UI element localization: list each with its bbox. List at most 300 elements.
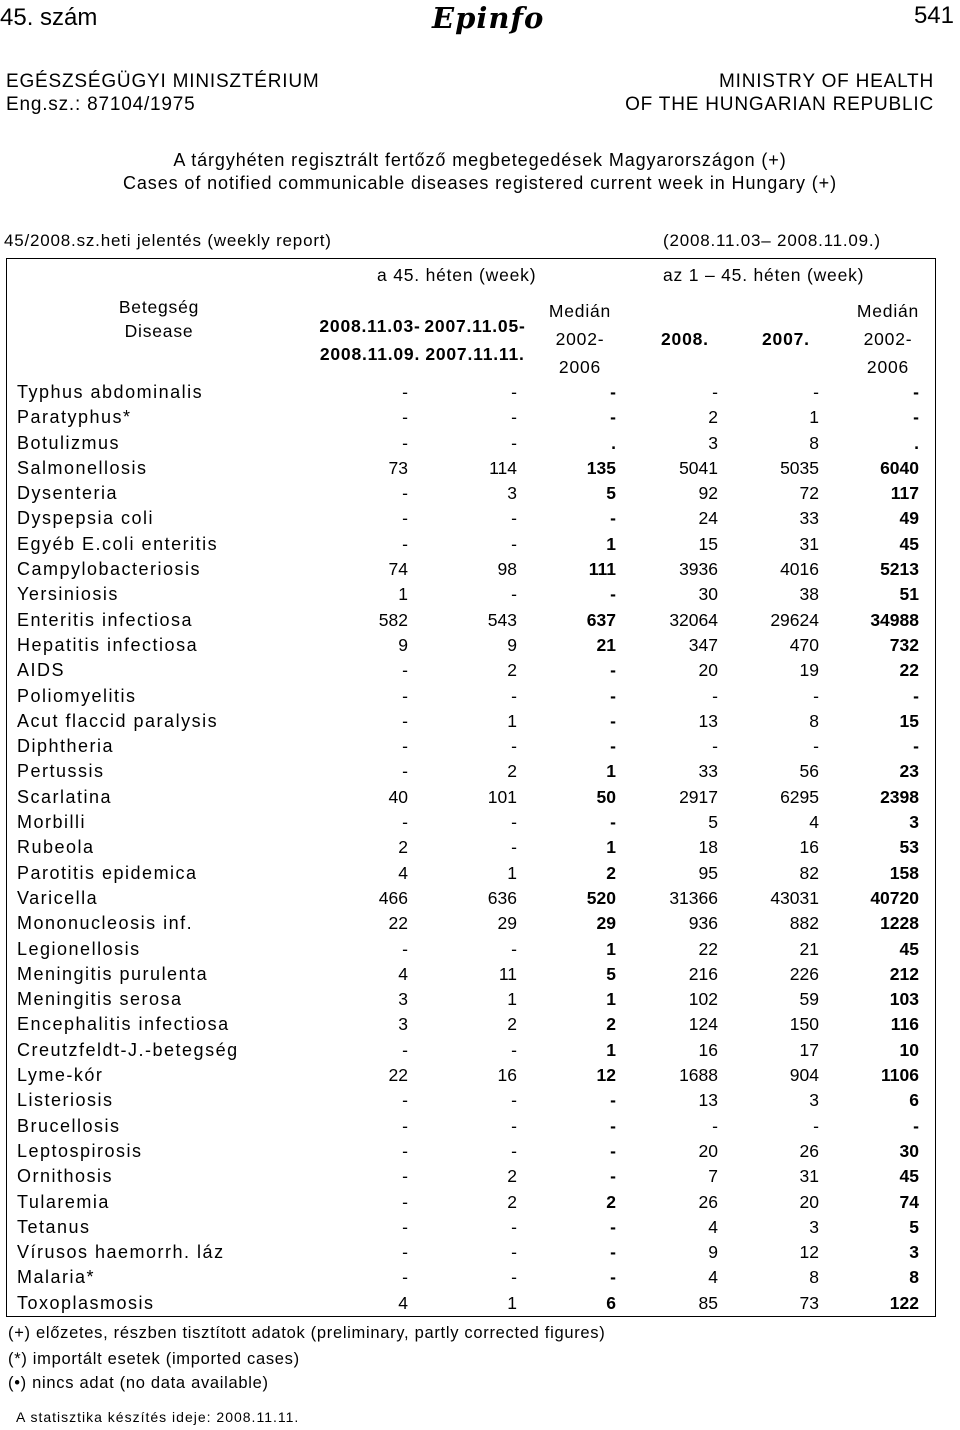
table-row [7,557,934,582]
disease-name: Pertussis [17,761,105,782]
cell-week-median: 2 [606,862,616,883]
cell-week-2008: - [402,761,408,782]
cell-week-2008: 73 [388,457,408,478]
cell-week-median: 29 [596,913,616,934]
disease-name: Mononucleosis inf. [17,913,194,934]
disease-header-hu: Betegség [118,297,200,317]
table-row [7,1088,934,1113]
cell-cum-2007: 82 [799,862,819,883]
ministry-hu-regno: Eng.sz.: 87104/1975 [6,94,196,115]
disease-name: Vírusos haemorrh. láz [17,1242,225,1263]
cell-cum-2008: 13 [698,710,718,731]
disease-name: Hepatitis infectiosa [17,634,199,655]
cell-cum-median: 5 [909,1216,919,1237]
cell-week-median: 1 [606,1039,616,1060]
cell-week-2007: 114 [489,457,517,478]
cell-cum-median: 6 [909,1090,919,1111]
cell-cum-median: 40720 [870,887,919,908]
table-row [7,405,934,430]
cell-cum-2008: 216 [688,963,718,984]
cell-cum-2008: 4 [708,1267,718,1288]
cell-cum-median: 117 [890,483,919,504]
table-row [7,937,934,962]
table-row [7,684,934,709]
cell-week-2007: - [511,432,517,453]
table-row [7,1164,934,1189]
cell-cum-2007: 4 [809,812,819,833]
disease-name: Rubeola [17,837,95,858]
statistics-date: A statisztika készítés ideje: 2008.11.11. [16,1409,300,1425]
cell-cum-2008: 2 [708,407,718,428]
disease-name: Legionellosis [17,938,141,959]
table-row [7,506,934,531]
cell-cum-2007: 43031 [770,887,819,908]
cell-cum-median: 212 [889,963,919,984]
cell-week-2008: - [402,938,408,959]
table-row [7,1265,934,1290]
disease-name: Diphtheria [17,736,115,757]
cell-week-median: 5 [606,483,616,504]
cell-week-2008: - [402,710,408,731]
disease-name: Leptospirosis [17,1140,143,1161]
cell-week-2007: - [511,812,517,833]
cell-week-2008: - [402,812,408,833]
cell-cum-median: 49 [899,508,919,529]
cell-cum-2008: 95 [698,862,718,883]
cell-week-2007: - [511,1115,517,1136]
cell-cum-2008: 33 [698,761,718,782]
table-row [7,911,934,936]
cell-cum-2008: 18 [698,837,718,858]
cell-cum-2008: 92 [698,483,718,504]
cell-cum-2007: 21 [799,938,819,959]
disease-name: Typhus abdominalis [17,382,204,402]
cell-cum-2008: 32064 [669,609,718,630]
cell-week-2007: 543 [487,609,517,630]
cell-cum-2007: 8 [809,1267,819,1288]
table-row [7,709,934,734]
cell-week-median: 50 [596,786,616,807]
cell-cum-median: 45 [899,533,919,554]
report-label: 45/2008.sz.heti jelentés (weekly report) [4,231,332,250]
cell-week-2007: - [511,837,517,858]
disease-name: Scarlatina [17,786,113,807]
cell-cum-median: 5213 [880,559,919,580]
cell-cum-2007: 33 [799,508,819,529]
cell-week-2008: 1 [398,584,408,605]
cell-week-2007: 11 [498,963,517,984]
cell-week-2007: - [511,382,517,402]
cell-week-median: 1 [606,837,616,858]
cell-week-2008: - [402,508,408,529]
cell-cum-median: 3 [909,1242,919,1263]
cell-week-2008: - [402,1216,408,1237]
cell-cum-median: 15 [899,710,919,731]
cell-cum-2008: 124 [688,1014,718,1035]
cell-cum-median: - [913,736,919,757]
cell-week-2008: 9 [398,634,408,655]
col-header-2008: 2008. [661,329,709,349]
disease-name: AIDS [17,660,66,681]
table-row [7,759,934,784]
cell-week-2007: - [511,407,517,428]
cell-week-median: 135 [586,457,616,478]
ministry-en [625,70,934,116]
disease-name: Toxoplasmosis [17,1292,155,1313]
cell-week-median: 1 [606,938,616,959]
disease-table [6,258,936,1317]
cell-cum-2008: 16 [698,1039,718,1060]
cell-cum-2008: 1688 [679,1065,718,1086]
cell-cum-2007: 1 [809,407,819,428]
table-row [7,734,934,759]
cell-cum-median: 116 [890,1014,919,1035]
cell-week-2008: - [402,1140,408,1161]
cell-cum-median: 34988 [870,609,919,630]
cell-week-2007: 2 [507,1166,517,1187]
table-row [7,380,934,405]
cell-week-2008: 582 [378,609,408,630]
cell-week-2007: - [511,584,517,605]
cell-week-2007: - [511,685,517,706]
cell-week-2008: 22 [388,1065,408,1086]
disease-name: Meningitis serosa [17,989,183,1010]
cell-cum-2008: - [712,1115,718,1136]
table-row [7,962,934,987]
cell-week-median: - [610,1115,616,1136]
cell-cum-2007: 5035 [780,457,819,478]
table-row [7,456,934,481]
cell-cum-median: - [913,1115,919,1136]
cell-cum-2008: 30 [698,584,718,605]
cell-week-median: - [610,1090,616,1111]
cell-cum-2007: 20 [799,1191,819,1212]
cell-week-median: 2 [606,1191,616,1212]
cell-week-median: . [611,432,616,453]
cell-week-median: 1 [606,761,616,782]
disease-name: Salmonellosis [17,457,148,478]
cell-week-2008: - [402,382,408,402]
cell-week-2007: - [511,938,517,959]
cell-cum-2008: 3936 [679,559,718,580]
cell-week-median: - [610,812,616,833]
cell-cum-2007: 16 [799,837,819,858]
cell-cum-2008: 15 [698,533,718,554]
cell-week-median: 12 [596,1065,616,1086]
cell-cum-2008: 5041 [679,457,718,478]
cell-week-2008: - [402,1039,408,1060]
cell-week-2008: - [402,1242,408,1263]
cell-week-2008: - [402,1166,408,1187]
col-current-week-to: 2008.11.09. [319,344,421,364]
cell-cum-median: 158 [889,862,919,883]
table-row [7,1012,934,1037]
cell-week-2008: 3 [398,1014,408,1035]
cell-week-median: 1 [606,989,616,1010]
cell-cum-median: 2398 [880,786,919,807]
cell-cum-median: 74 [899,1191,919,1212]
cell-cum-2007: - [813,382,819,402]
col-header-current-week [317,312,423,368]
cell-week-median: - [610,1242,616,1263]
table-row [7,1114,934,1139]
cell-week-2008: 74 [388,559,408,580]
median-cum-label: Medián [856,301,920,321]
disease-name: Yersiniosis [17,584,119,605]
disease-name: Poliomyelitis [17,685,137,706]
cell-cum-2008: 9 [708,1242,718,1263]
cell-week-median: 520 [586,887,616,908]
cell-week-2007: 2 [507,1014,517,1035]
cell-week-2007: 1 [507,1292,517,1313]
cell-week-2007: - [511,1242,517,1263]
disease-name: Enteritis infectiosa [17,609,194,630]
cell-cum-2007: 150 [789,1014,819,1035]
cell-cum-median: 103 [889,989,919,1010]
cell-week-2008: - [402,483,408,504]
cell-cum-2008: 5 [708,812,718,833]
cell-week-2007: - [511,736,517,757]
cell-week-median: 111 [588,559,616,580]
ministry-en-country: OF THE HUNGARIAN REPUBLIC [625,94,934,115]
cell-week-median: 6 [606,1292,616,1313]
cell-cum-2008: - [712,736,718,757]
cell-week-2008: - [402,1090,408,1111]
cell-cum-2007: 12 [799,1242,819,1263]
table-row [7,582,934,607]
cell-week-2008: - [402,407,408,428]
cell-cum-2007: 73 [799,1292,819,1313]
cell-cum-median: . [914,432,919,453]
disease-name: Meningitis purulenta [17,963,209,984]
median-week-to: 2006 [558,357,602,377]
cell-week-2008: 4 [398,963,408,984]
cell-cum-2008: 2917 [679,786,718,807]
report-period: (2008.11.03– 2008.11.09.) [663,231,881,250]
cell-week-2007: 1 [507,989,517,1010]
cell-week-median: 1 [606,533,616,554]
table-row [7,987,934,1012]
group-header-cumulative: az 1 – 45. héten (week) [663,265,865,285]
cell-cum-2007: 8 [809,432,819,453]
disease-name: Listeriosis [17,1090,114,1111]
ministry-hu-name: EGÉSZSÉGÜGYI MINISZTÉRIUM [6,71,320,92]
table-row [7,1240,934,1265]
cell-cum-2007: 3 [809,1216,819,1237]
cell-cum-2007: 29624 [770,609,819,630]
disease-name: Paratyphus* [17,407,132,428]
disease-name: Tularemia [17,1191,110,1212]
page-number: 541 [913,2,954,29]
cell-week-median: - [610,1267,616,1288]
disease-name: Tetanus [17,1216,91,1237]
cell-week-2007: - [511,1216,517,1237]
cell-week-2008: - [402,660,408,681]
cell-cum-median: - [913,685,919,706]
cell-week-2008: 22 [388,913,408,934]
table-row [7,1063,934,1088]
cell-week-2007: - [511,1267,517,1288]
cell-cum-2008: 20 [698,660,718,681]
cell-week-2008: - [402,533,408,554]
col-current-week-from: 2008.11.03- [319,316,421,336]
cell-cum-median: 122 [889,1292,919,1313]
cell-week-median: - [610,1216,616,1237]
cell-cum-2008: 31366 [669,887,718,908]
table-row [7,481,934,506]
table-row [7,633,934,658]
table-row [7,1139,934,1164]
cell-week-2007: - [511,1039,517,1060]
cell-week-2007: 9 [507,634,517,655]
cell-week-2007: 2 [507,660,517,681]
cell-week-2007: - [511,533,517,554]
cell-cum-median: 45 [899,1166,919,1187]
table-row [7,886,934,911]
cell-cum-2008: - [712,382,718,402]
table-row [7,810,934,835]
table-row [7,658,934,683]
cell-cum-median: 30 [899,1140,919,1161]
cell-cum-2007: 59 [799,989,819,1010]
disease-header [89,295,229,343]
cell-week-2008: - [402,685,408,706]
cell-cum-2007: 226 [789,963,819,984]
cell-week-2007: 101 [487,786,517,807]
cell-week-2007: 3 [507,483,517,504]
cell-week-median: - [610,1140,616,1161]
ministry-en-name: MINISTRY OF HEALTH [719,71,934,92]
col-header-prev-year-week [422,312,528,368]
cell-week-2008: 4 [398,1292,408,1313]
cell-cum-2008: - [712,685,718,706]
table-row [7,1291,934,1316]
cell-cum-2007: 19 [799,660,819,681]
footnote-preliminary: (+) előzetes, részben tisztított adatok (preliminary, partly corrected figures) [8,1324,606,1342]
median-cum-to: 2006 [866,357,910,377]
cell-cum-2007: 882 [789,913,819,934]
cell-cum-2008: 7 [708,1166,718,1187]
disease-name: Varicella [17,887,99,908]
cell-cum-2007: 6295 [780,786,819,807]
cell-cum-2007: 38 [799,584,819,605]
group-header-week: a 45. héten (week) [377,265,537,285]
cell-cum-median: - [913,382,919,402]
disease-name: Dysenteria [17,483,119,504]
cell-cum-median: 23 [899,761,919,782]
cell-week-median: - [610,1166,616,1187]
cell-week-median: - [610,508,616,529]
median-cum-from: 2002- [863,329,913,349]
cell-week-2008: - [402,1191,408,1212]
table-row [7,1038,934,1063]
cell-cum-2008: 22 [698,938,718,959]
cell-cum-median: 22 [899,660,919,681]
cell-cum-2008: 936 [688,913,718,934]
cell-week-2008: 4 [398,862,408,883]
table-row [7,532,934,557]
cell-cum-2007: 4016 [780,559,819,580]
cell-cum-2007: 470 [789,634,819,655]
table-row [7,785,934,810]
cell-cum-2007: 31 [799,533,819,554]
cell-cum-2007: 904 [789,1065,819,1086]
cell-cum-2008: 3 [708,432,718,453]
cell-week-2007: 636 [487,887,517,908]
cell-week-2007: 16 [497,1065,517,1086]
table-row [7,1215,934,1240]
disease-name: Botulizmus [17,432,121,453]
cell-week-median: 2 [606,1014,616,1035]
disease-name: Brucellosis [17,1115,121,1136]
cell-week-2007: 2 [507,761,517,782]
cell-cum-2007: - [813,685,819,706]
cell-week-median: - [610,660,616,681]
disease-name: Morbilli [17,812,87,833]
cell-week-median: 21 [596,634,616,655]
cell-week-median: - [610,584,616,605]
disease-name: Egyéb E.coli enteritis [17,533,219,554]
cell-cum-2007: 17 [799,1039,819,1060]
disease-name: Creutzfeldt-J.-betegség [17,1039,239,1060]
cell-week-2008: 2 [398,837,408,858]
cell-week-median: 5 [606,963,616,984]
cell-cum-median: 45 [899,938,919,959]
col-prev-week-from: 2007.11.05- [424,316,526,336]
issue-number: 45. szám [0,4,98,31]
cell-week-2007: - [511,1140,517,1161]
disease-name: Dyspepsia coli [17,508,155,529]
cell-cum-2008: 13 [698,1090,718,1111]
disease-name: Encephalitis infectiosa [17,1014,230,1035]
ministry-hu [6,70,319,116]
footnote-no-data: (•) nincs adat (no data available) [8,1374,269,1392]
disease-header-en: Disease [124,321,194,341]
col-prev-week-to: 2007.11.11. [425,344,525,364]
cell-cum-2007: 3 [809,1090,819,1111]
cell-week-2008: 3 [398,989,408,1010]
cell-cum-2007: 8 [809,710,819,731]
cell-week-2008: 466 [378,887,408,908]
cell-cum-median: - [913,407,919,428]
table-row [7,1190,934,1215]
cell-week-median: 637 [586,609,616,630]
table-row [7,608,934,633]
cell-week-median: - [610,382,616,402]
cell-week-median: - [610,685,616,706]
cell-cum-2007: 56 [799,761,819,782]
cell-week-2007: 1 [507,710,517,731]
cell-cum-2008: 24 [698,508,718,529]
disease-name: Campylobacteriosis [17,559,202,580]
cell-cum-median: 3 [909,812,919,833]
cell-week-median: - [610,710,616,731]
table-row [7,861,934,886]
col-header-2007: 2007. [762,329,810,349]
cell-week-2007: 1 [507,862,517,883]
disease-name: Lyme-kór [17,1065,104,1086]
disease-name: Malaria* [17,1267,96,1288]
cell-cum-2007: 26 [799,1140,819,1161]
cell-cum-2008: 347 [688,634,718,655]
cell-week-2007: - [511,1090,517,1111]
cell-cum-2007: - [813,736,819,757]
cell-week-median: - [610,736,616,757]
table-body [7,380,934,1316]
footnote-imported: (*) importált esetek (imported cases) [8,1350,300,1368]
title-hu: A tárgyhéten regisztrált fertőző megbetegedések Magyarországon (+) [173,150,787,170]
cell-cum-median: 51 [899,584,919,605]
